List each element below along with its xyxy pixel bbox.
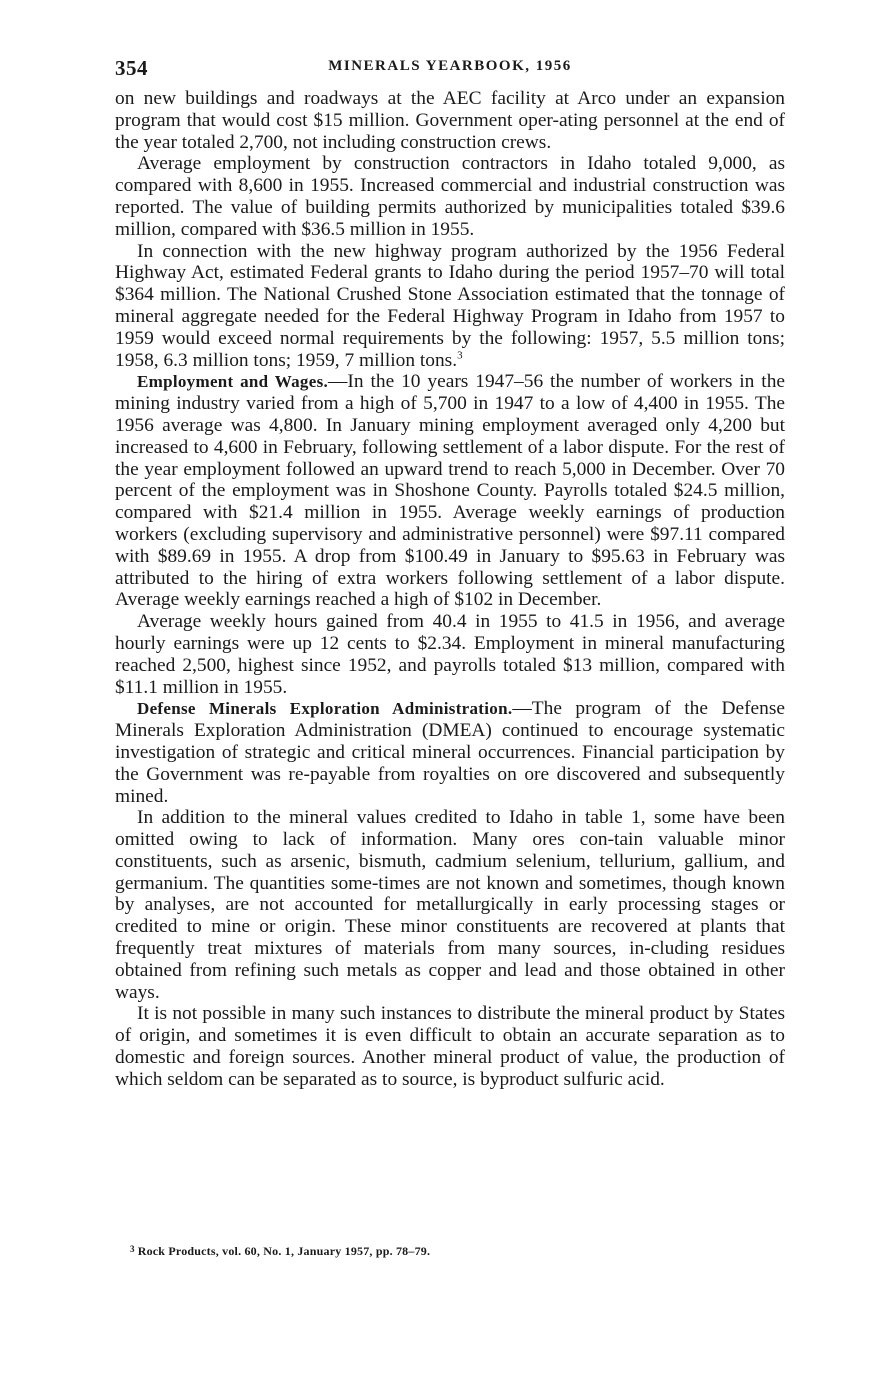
section-heading-dmea: Defense Minerals Exploration Administration. — [137, 699, 513, 719]
paragraph-5: Average weekly hours gained from 40.4 in 1955 to 41.5 in 1956, and average hourly earnings were up 12 cents to $2.34. Employment in mineral manufacturing reached 2,500, highest since 1952, and payrolls totaled $13 million, compared with $11.1 million in 1955. — [115, 611, 785, 698]
paragraph-3 — [115, 241, 785, 372]
section-heading-employment-wages: Employment and Wages. — [137, 372, 329, 392]
page-number: 354 — [115, 56, 148, 80]
paragraph-2: Average employment by construction contractors in Idaho totaled 9,000, as compared with 8,600 in 1955. Increased commercial and industrial construction was reported. The value of building permits authorized by municipalities totaled $39.6 million, compared with $36.5 million in 1955. — [115, 153, 785, 240]
paragraph-7: In addition to the mineral values credited to Idaho in table 1, some have been omitted owing to lack of information. Many ores con-tain valuable minor constituents, such as arsenic, bismuth, cadmium selenium, tellurium, gallium, and germanium. The quantities some-times are not known and sometimes, though known by analyses, are not accounted for metallurgically in early processing stages or credited to mine or origin. These minor constituents are recovered at plants that frequently treat mixtures of materials from many sources, in-cluding residues obtained from refining such metals as copper and lead and those obtained in other ways. — [115, 807, 785, 1003]
paragraph-8: It is not possible in many such instances to distribute the mineral product by States of origin, and sometimes it is even difficult to obtain an accurate separation as to domestic and foreign sources. Another mineral product of value, the production of which seldom can be separated as to source, is byproduct sulfuric acid. — [115, 1003, 785, 1090]
paragraph-3-text: In connection with the new highway program authorized by the 1956 Federal Highway Act, estimated Federal grants to Idaho during the period 1957–70 will total $364 million. The National Crushed Stone Association estimated that the tonnage of mineral aggregate needed for the Federal Highway Program in Idaho from 1957 to 1959 would exceed normal requirements by the following: 1957, 5.5 million tons; 1958, 6.3 million tons; 1959, 7 million tons. — [115, 240, 785, 371]
paragraph-6-text: —The program of the Defense Minerals Exploration Administration (DMEA) continued to encourage systematic investigation of strategic and critical mineral occurrences. Financial participation by the Government was re-payable from royalties on ore discovered and subsequently mined. — [115, 698, 785, 807]
footnote-text: Rock Products, vol. 60, No. 1, January 1957, pp. 78–79. — [137, 1244, 431, 1258]
footnote-reference: 3 — [457, 349, 463, 362]
paragraph-4-text: —In the 10 years 1947–56 the number of workers in the mining industry varied from a high of 5,700 in 1947 to a low of 4,400 in 1955. The 1956 average was 4,800. In January mining employment averaged only 4,200 but increased to 4,600 in February, following settlement of a labor dispute. For the rest of the year employment followed an upward trend to reach 5,000 in December. Over 70 percent of the employment was in Shoshone County. Payrolls totaled $24.5 million, compared with $21.4 million in 1955. Average weekly earnings of production workers (excluding supervisory and administrative personnel) were $97.11 compared with $89.69 in 1955. A drop from $100.49 in January to $95.63 in February was attributed to the hiring of extra workers following settlement of a labor dispute. Average weekly earnings reached a high of $102 in December. — [115, 371, 785, 611]
page-header — [115, 56, 785, 82]
footnote — [130, 1244, 780, 1259]
body-text — [115, 88, 785, 1091]
paragraph-employment-wages — [115, 371, 785, 611]
paragraph-1: on new buildings and roadways at the AEC facility at Arco under an expansion program that would cost $15 million. Government oper-ating personnel at the end of the year totaled 2,700, not including construction crews. — [115, 88, 785, 153]
running-title: MINERALS YEARBOOK, 1956 — [328, 58, 572, 74]
footnote-mark: 3 — [130, 1244, 135, 1254]
paragraph-dmea — [115, 698, 785, 807]
